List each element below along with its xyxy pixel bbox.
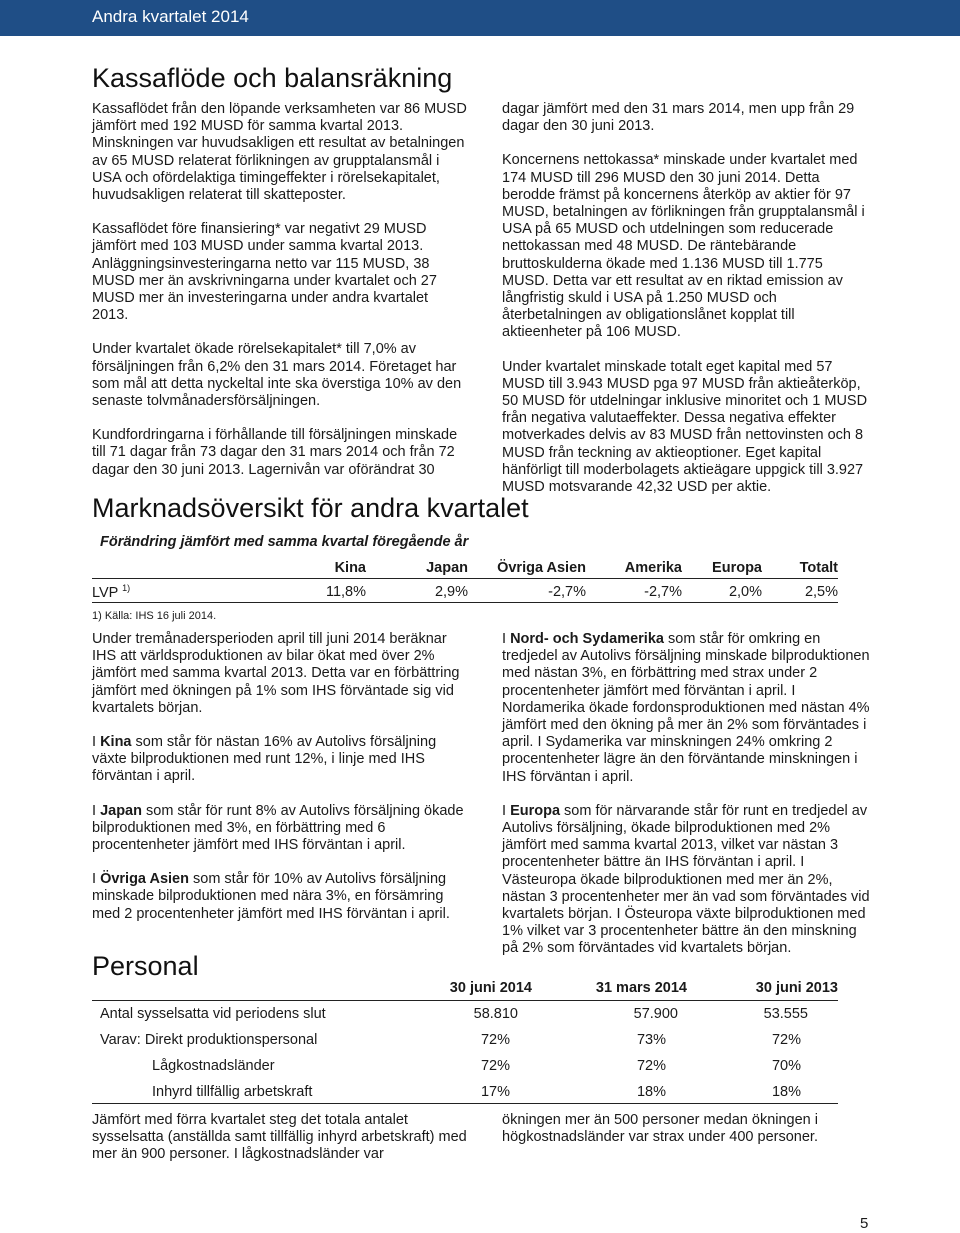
market-section-title: Marknadsöversikt för andra kvartalet [92, 493, 529, 523]
personal-cell: 57.900 [633, 1006, 678, 1022]
market-col-header: Övriga Asien [497, 560, 586, 576]
personal-row-label: Inhyrd tillfällig arbetskraft [152, 1084, 313, 1100]
personal-col-header: 30 juni 2013 [755, 980, 838, 996]
cash-section-title: Kassaflöde och balansräkning [92, 63, 453, 93]
personal-table-row [92, 1001, 838, 1027]
region-paragraph: I Kina som står för nästan 16% av Autolivs försäljning växte bilproduktionen med runt 12%, i linje med IHS förväntan i april. [92, 734, 437, 785]
market-table-rule [92, 602, 838, 603]
lvp-footnote-ref: 1) [122, 583, 131, 594]
market-cell: -2,7% [548, 584, 586, 600]
personal-cell: 72% [480, 1032, 510, 1048]
market-table-row [92, 580, 838, 604]
market-row-label [92, 580, 222, 604]
cash-paragraph: dagar jämfört med den 31 mars 2014, men upp från 29 dagar den 30 juni 2013. [502, 101, 855, 135]
market-subtitle: Förändring jämfört med samma kvartal föregående år [100, 534, 469, 550]
personal-cell: 58.810 [473, 1006, 518, 1022]
market-right-column [502, 631, 870, 958]
personal-col-header: 30 juni 2014 [449, 980, 532, 996]
region-name: Europa [510, 802, 561, 819]
personal-cell: 17% [480, 1084, 510, 1100]
header-title: Andra kvartalet 2014 [92, 7, 249, 26]
market-footnote: 1) Källa: IHS 16 juli 2014. [92, 610, 217, 622]
cash-right-column [502, 101, 870, 496]
lvp-label: LVP [92, 584, 119, 601]
region-paragraph: I Nord- och Sydamerika som står för omkring en tredjedel av Autolivs försäljning minskade bilproduktionen med nästan 3%, en förbättring med strax under 2 procentenheter jämfört med förväntan i april. I Nordamerika ökade fordonsproduktionen med nästan 4% jämfört med den ökning på mer än 2% som förväntades i april. I Sydamerika var minskningen 24% omkring 2 procentenheter lägre än den förväntande minskningen i IHS förväntan i april. [502, 631, 870, 785]
header-bar [0, 0, 960, 36]
personal-right-column [502, 1112, 870, 1146]
market-col-header: Totalt [799, 560, 838, 576]
region-name: Japan [100, 802, 142, 819]
cash-left-column [92, 101, 468, 479]
page-number: 5 [860, 1215, 869, 1232]
market-cell: 2,9% [434, 584, 468, 600]
market-col-header: Europa [712, 560, 762, 576]
personal-cell: 72% [480, 1058, 510, 1074]
market-col-header: Japan [426, 560, 468, 576]
personal-cell: 53.555 [763, 1006, 808, 1022]
market-cell: 2,0% [728, 584, 762, 600]
personal-cell: 18% [636, 1084, 666, 1100]
region-name: Kina [100, 734, 132, 751]
market-paragraph: Under tremånadersperioden april till juni 2014 beräknar IHS att världsproduktionen av bilar ökat med över 2% jämfört med samma kvartal 2013. Detta var en förbättring jämfört med ökningen på 1% som IHS förväntade sig vid kvartalets början. [92, 631, 460, 716]
cash-paragraph: Under kvartalet minskade totalt eget kapital med 57 MUSD till 3.943 MUSD pga 97 MUSD från aktieåterköp, 50 MUSD för utdelningar inklusive minoritet och 1 MUSD från negativa valutaeffekter. Dessa negativa effekter motverkades delvis av 83 MUSD från nettovinsten och 8 MUSD från teckning av aktieoptioner. Eget kapital hänförligt till moderbolagets aktieägare uppgick till 3.927 MUSD motsvarande 42,32 USD per aktie. [502, 358, 868, 496]
region-paragraph: I Övriga Asien som står för 10% av Autolivs försäljning minskade bilproduktionen med nära 3%, en försämring med 2 procentenheter jämfört med IHS förväntan i april. [92, 871, 450, 922]
cash-paragraph: Kundfordringarna i förhållande till försäljningen minskade till 71 dagar från 73 dagar den 31 mars 2014 och från 72 dagar den 30 juni 2013. Lagernivån var oförändrat 30 [92, 427, 458, 478]
market-cell: -2,7% [644, 584, 682, 600]
personal-section-title: Personal [92, 951, 199, 981]
personal-table [92, 976, 838, 1000]
personal-table-header [92, 976, 838, 1000]
region-paragraph: I Japan som står för runt 8% av Autolivs försäljning ökade bilproduktionen med 3%, en förbättring med 6 procentenheter jämfört med IHS förväntan i april. [92, 802, 464, 854]
region-name: Övriga Asien [100, 871, 189, 888]
market-table [92, 556, 838, 604]
cash-paragraph: Kassaflödet från den löpande verksamheten var 86 MUSD jämfört med 192 MUSD för samma kvartal 2013. Minskningen var huvudsakligen ett resultat av betalningen av 65 MUSD relaterat förlikningen av grupptalansmål i USA och ofördelaktiga timingeffekter i rörelsekapitalet, huvudsakligen relaterat till skatteposter. [92, 101, 467, 204]
cash-paragraph: Kassaflödet före finansiering* var negativt 29 MUSD jämfört med 103 MUSD under samma kvartal 2013. Anläggningsinvesteringarna netto var 115 MUSD, 38 MUSD mer än avskrivningarna under kvartalet och 27 MUSD mer än investeringarna under andra kvartalet 2013. [92, 221, 437, 324]
personal-cell: 70% [771, 1058, 801, 1074]
region-paragraph: I Europa som för närvarande står för runt en tredjedel av Autolivs försäljning, ökade bilproduktionen med 2% jämfört med samma kvartal 2013, vilket var nästan 3 procentenheter bättre än IHS förväntan i april. I Västeuropa ökade bilproduktionen med mer än 2%, nästan 3 procentenheter mer än vad som förväntades vid kvartalets början. I Östeuropa växte bilproduktionen med 1% vilket var 3 procentenheter bättre än den minskning på 2% som förväntades vid kvartalets början. [502, 802, 870, 957]
personal-row-label: Antal sysselsatta vid periodens slut [100, 1006, 326, 1022]
market-col-header: Amerika [624, 560, 682, 576]
region-name: Nord- och Sydamerika [510, 631, 664, 647]
cash-paragraph: Koncernens nettokassa* minskade under kvartalet med 174 MUSD till 296 MUSD den 30 juni 2014. Detta berodde främst på koncernens återköp av aktier för 97 MUSD, betalningen av förlikningen från grupptalansmål i USA på 65 MUSD och utdelningen som reducerade nettokassan med 48 MUSD. De räntebärande bruttoskulderna ökade med 1.136 MUSD till 1.775 MUSD. Detta var ett resultat av en riktad emission av långfristig skuld i USA på 1.250 MUSD och återbetalningen av obligationslånet kopplat till aktieenheter på 106 MUSD. [502, 152, 865, 341]
personal-left-column [92, 1112, 468, 1164]
personal-table-row [92, 1053, 838, 1079]
market-left-column [92, 631, 468, 923]
personal-table-body [92, 1001, 838, 1105]
personal-paragraph: Jämfört med förra kvartalet steg det totala antalet sysselsatta (anställda samt tillfällig inhyrd arbetskraft) med mer än 900 personer. I lågkostnadsländer var [92, 1112, 467, 1163]
personal-row-label: Lågkostnadsländer [152, 1058, 275, 1074]
market-cell: 2,5% [804, 584, 838, 600]
market-col-header: Kina [334, 560, 366, 576]
personal-paragraph: ökningen mer än 500 personer medan ökningen i högkostnadsländer var strax under 400 personer. [502, 1112, 818, 1146]
personal-table-row [92, 1027, 838, 1053]
personal-cell: 72% [636, 1058, 666, 1074]
personal-row-label: Varav: Direkt produktionspersonal [100, 1032, 318, 1048]
personal-cell: 73% [636, 1032, 666, 1048]
market-table-header [92, 556, 838, 580]
personal-table-row [92, 1079, 838, 1105]
personal-col-header: 31 mars 2014 [595, 980, 687, 996]
cash-paragraph: Under kvartalet ökade rörelsekapitalet* till 7,0% av försäljningen från 6,2% den 31 mars 2014. Företaget har som mål att detta nyckeltal inte ska överstiga 10% av den senaste tolvmånadersförsäljningen. [92, 341, 462, 410]
personal-cell: 18% [771, 1084, 801, 1100]
personal-cell: 72% [771, 1032, 801, 1048]
personal-table-rule [92, 1103, 838, 1104]
market-cell: 11,8% [325, 584, 366, 600]
